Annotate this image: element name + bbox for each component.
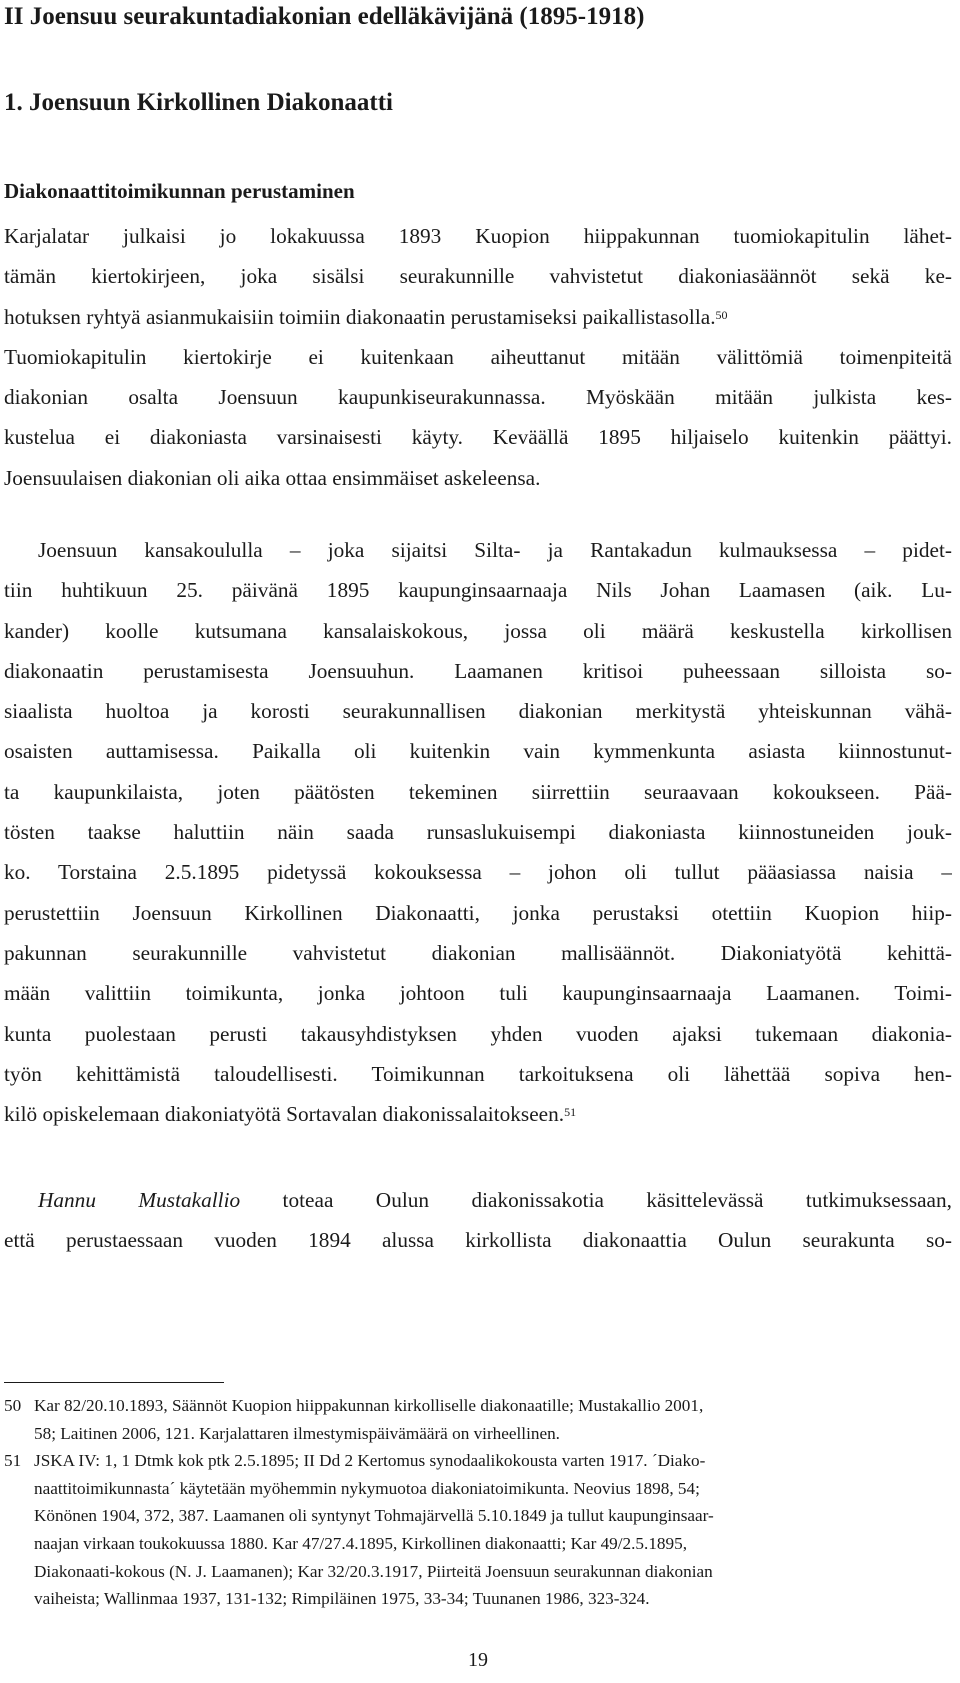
text-line: Joensuun kansakoululla – joka sijaitsi Silta- ja Rantakadun kulmauksessa – pidet-	[38, 538, 952, 562]
footnote-line: naattitoimikunnasta´ käytetään myöhemmin nykymuotoa diakoniatoimikunta. Neovius 1898, 54;	[34, 1478, 700, 1498]
author-name: Hannu Mustakallio	[38, 1188, 241, 1212]
footnote-ref-51[interactable]: 51	[564, 1105, 577, 1120]
text-line: kustelua ei diakoniasta varsinaisesti käyty. Keväällä 1895 hiljaiselo kuitenkin päättyi.	[4, 425, 952, 450]
footnote-number: 51	[4, 1451, 22, 1471]
text-line: perustettiin Joensuun Kirkollinen Diakonaatti, jonka perustaksi otettiin Kuopion hiip-	[4, 900, 952, 925]
footnote-line: Diakonaati-kokous (N. J. Laamanen); Kar 32/20.3.1917, Piirteitä Joensuun seurakunnan diakonian	[34, 1561, 713, 1581]
footnote-line: Könönen 1904, 372, 387. Laamanen oli syntynyt Tohmajärvellä 5.10.1849 ja tullut kaupunginsaar-	[34, 1506, 714, 1526]
text-line-content: hotuksen ryhtyä asianmukaisiin toimiin diakonaatin perustamiseksi paikallistasolla.	[4, 304, 716, 329]
footnote-line: 58; Laitinen 2006, 121. Karjalattaren ilmestymispäivämäärä on virheellinen.	[34, 1423, 560, 1443]
text-line: työn kehittämistä taloudellisesti. Toimikunnan tarkoituksena oli lähettää sopiva hen-	[4, 1061, 952, 1086]
paragraph-2	[4, 530, 952, 1134]
footnote-number: 50	[4, 1396, 22, 1415]
text-line-content: toteaa Oulun diakonissakotia käsittelevässä tutkimuksessaan,	[240, 1188, 952, 1212]
text-line	[4, 1180, 952, 1220]
section-title: 1. Joensuun Kirkollinen Diakonaatti	[4, 89, 393, 116]
text-line-content: kilö opiskelemaan diakoniatyötä Sortavalan diakonissalaitokseen.	[4, 1102, 565, 1127]
footnote-50	[4, 1392, 952, 1447]
footnotes	[4, 1392, 952, 1613]
text-line: mään valittiin toimikunta, jonka johtoon tuli kaupunginsaarnaaja Laamanen. Toimi-	[4, 981, 952, 1006]
text-line: diakonian osalta Joensuun kaupunkiseurakunnassa. Myöskään mitään julkista kes-	[4, 385, 952, 410]
text-line: kunta puolestaan perusti takausyhdistyksen yhden vuoden ajaksi tukemaan diakonia-	[4, 1021, 952, 1046]
chapter-title: II Joensuu seurakuntadiakonian edelläkävijänä (1895-1918)	[4, 3, 645, 30]
text-line: että perustaessaan vuoden 1894 alussa kirkollista diakonaattia Oulun seurakunta so-	[4, 1228, 952, 1253]
text-line: tösten taakse haluttiin näin saada runsaslukuisempi diakoniasta kiinnostuneiden jouk-	[4, 820, 952, 845]
text-line	[4, 1094, 952, 1134]
footnote-line: vaiheista; Wallinmaa 1937, 131-132; Rimpiläinen 1975, 33-34; Tuunanen 1986, 323-324.	[34, 1589, 650, 1609]
text-line	[4, 297, 952, 337]
text-line: osaisten auttamisessa. Paikalla oli kuitenkin vain kymmenkunta asiasta kiinnostunut-	[4, 739, 952, 764]
text-line: Karjalatar julkaisi jo lokakuussa 1893 Kuopion hiippakunnan tuomiokapitulin lähet-	[4, 224, 952, 248]
page-number: 19	[468, 1649, 488, 1671]
paragraph-1	[4, 216, 952, 498]
text-line: siaalista huoltoa ja korosti seurakunnallisen diakonian merkitystä yhteiskunnan vähä-	[4, 699, 952, 724]
text-line: kander) koolle kutsumana kansalaiskokous, jossa oli määrä keskustella kirkollisen	[4, 618, 952, 643]
text-line: diakonaatin perustamisesta Joensuuhun. Laamanen kritisoi puheessaan silloista so-	[4, 658, 952, 683]
text-line: Joensuulaisen diakonian oli aika ottaa ensimmäiset askeleensa.	[4, 465, 541, 490]
paragraph-3	[4, 1180, 952, 1261]
footnote-divider	[4, 1382, 224, 1383]
footnote-51	[4, 1447, 952, 1613]
text-line: Tuomiokapitulin kiertokirje ei kuitenkaan aiheuttanut mitään välittömiä toimenpiteitä	[4, 344, 952, 369]
text-line: ta kaupunkilaista, joten päätösten tekeminen siirrettiin seuraavaan kokoukseen. Pää-	[4, 779, 952, 804]
text-line: ko. Torstaina 2.5.1895 pidetyssä kokouksessa – johon oli tullut pääasiassa naisia –	[4, 860, 952, 885]
text-line: pakunnan seurakunnille vahvistetut diakonian mallisäännöt. Diakoniatyötä kehittä-	[4, 940, 952, 965]
text-line: tiin huhtikuun 25. päivänä 1895 kaupunginsaarnaaja Nils Johan Laamasen (aik. Lu-	[4, 578, 952, 603]
footnote-line: naajan virkaan toukokuussa 1880. Kar 47/27.4.1895, Kirkollinen diakonaatti; Kar 49/2.5.1895,	[34, 1533, 687, 1553]
subsection-title: Diakonaattitoimikunnan perustaminen	[4, 179, 355, 203]
footnote-line: JSKA IV: 1, 1 Dtmk kok ptk 2.5.1895; II Dd 2 Kertomus synodaalikokousta varten 1917. ´Diako-	[34, 1451, 706, 1471]
text-line: tämän kiertokirjeen, joka sisälsi seurakunnille vahvistetut diakoniasäännöt sekä ke-	[4, 264, 952, 289]
footnote-ref-50[interactable]: 50	[715, 307, 728, 322]
footnote-line: Kar 82/20.10.1893, Säännöt Kuopion hiippakunnan kirkolliselle diakonaatille; Mustakallio 2001,	[34, 1396, 704, 1415]
